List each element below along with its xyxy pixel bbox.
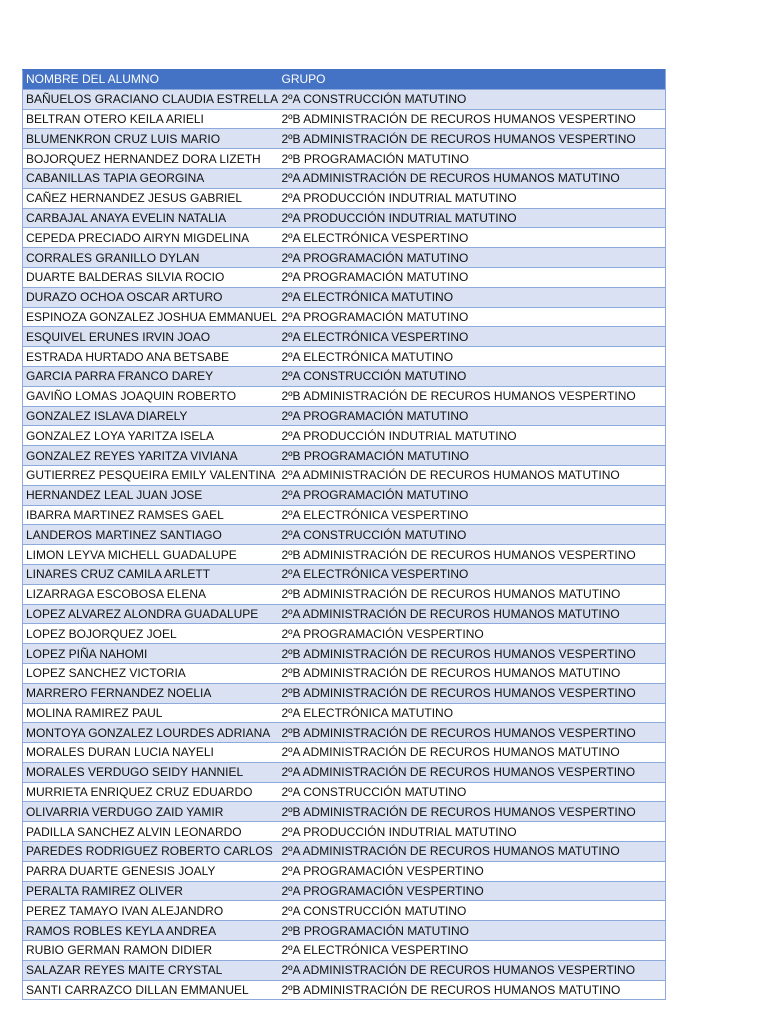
table-row [23, 921, 666, 941]
cell-student-name: SANTI CARRAZCO DILLAN EMMANUEL [23, 980, 279, 1000]
cell-student-name: BOJORQUEZ HERNANDEZ DORA LIZETH [23, 149, 279, 169]
cell-student-name: HERNANDEZ LEAL JUAN JOSE [23, 485, 279, 505]
cell-group: 2ºB ADMINISTRACIÓN DE RECUROS HUMANOS VESPERTINO [279, 129, 666, 149]
table-row [23, 188, 666, 208]
cell-group: 2ºA ELECTRÓNICA VESPERTINO [279, 941, 666, 961]
cell-student-name: PEREZ TAMAYO IVAN ALEJANDRO [23, 901, 279, 921]
cell-student-name: MORALES DURAN LUCIA NAYELI [23, 743, 279, 763]
table-row [23, 228, 666, 248]
cell-group: 2ºA ADMINISTRACIÓN DE RECUROS HUMANOS VESPERTINO [279, 762, 666, 782]
cell-group: 2ºB ADMINISTRACIÓN DE RECUROS HUMANOS VESPERTINO [279, 683, 666, 703]
table-row [23, 386, 666, 406]
cell-student-name: GONZALEZ REYES YARITZA VIVIANA [23, 446, 279, 466]
cell-student-name: PERALTA RAMIREZ OLIVER [23, 881, 279, 901]
cell-student-name: ESPINOZA GONZALEZ JOSHUA EMMANUEL [23, 307, 279, 327]
table-row [23, 267, 666, 287]
cell-group: 2ºB ADMINISTRACIÓN DE RECUROS HUMANOS VESPERTINO [279, 802, 666, 822]
cell-student-name: CEPEDA PRECIADO AIRYN MIGDELINA [23, 228, 279, 248]
cell-student-name: DUARTE BALDERAS SILVIA ROCIO [23, 267, 279, 287]
table-row [23, 129, 666, 149]
table-row [23, 782, 666, 802]
table-row [23, 842, 666, 862]
cell-group: 2ºA ELECTRÓNICA VESPERTINO [279, 564, 666, 584]
cell-student-name: MURRIETA ENRIQUEZ CRUZ EDUARDO [23, 782, 279, 802]
cell-student-name: MORALES VERDUGO SEIDY HANNIEL [23, 762, 279, 782]
cell-student-name: LOPEZ ALVAREZ ALONDRA GUADALUPE [23, 604, 279, 624]
cell-group: 2ºA ELECTRÓNICA VESPERTINO [279, 228, 666, 248]
table-row [23, 465, 666, 485]
table-row [23, 663, 666, 683]
table-row [23, 861, 666, 881]
cell-group: 2ºA PRODUCCIÓN INDUTRIAL MATUTINO [279, 822, 666, 842]
table-row [23, 980, 666, 1000]
cell-student-name: LIZARRAGA ESCOBOSA ELENA [23, 584, 279, 604]
table-row [23, 168, 666, 188]
table-row [23, 960, 666, 980]
table-row [23, 743, 666, 763]
cell-student-name: PADILLA SANCHEZ ALVIN LEONARDO [23, 822, 279, 842]
student-group-table-container [22, 69, 665, 1000]
cell-group: 2ºA PROGRAMACIÓN VESPERTINO [279, 881, 666, 901]
cell-student-name: MOLINA RAMIREZ PAUL [23, 703, 279, 723]
table-row [23, 703, 666, 723]
cell-student-name: CAÑEZ HERNANDEZ JESUS GABRIEL [23, 188, 279, 208]
cell-student-name: CARBAJAL ANAYA EVELIN NATALIA [23, 208, 279, 228]
table-header-row [23, 70, 666, 90]
cell-group: 2ºA PROGRAMACIÓN VESPERTINO [279, 861, 666, 881]
cell-group: 2ºA PROGRAMACIÓN MATUTINO [279, 267, 666, 287]
cell-group: 2ºA CONSTRUCCIÓN MATUTINO [279, 366, 666, 386]
table-row [23, 248, 666, 268]
table-row [23, 307, 666, 327]
table-row [23, 545, 666, 565]
cell-group: 2ºB PROGRAMACIÓN MATUTINO [279, 921, 666, 941]
cell-group: 2ºA PROGRAMACIÓN VESPERTINO [279, 624, 666, 644]
cell-group: 2ºA CONSTRUCCIÓN MATUTINO [279, 782, 666, 802]
cell-student-name: PAREDES RODRIGUEZ ROBERTO CARLOS [23, 842, 279, 862]
cell-group: 2ºA CONSTRUCCIÓN MATUTINO [279, 525, 666, 545]
cell-student-name: DURAZO OCHOA OSCAR ARTURO [23, 287, 279, 307]
cell-group: 2ºB ADMINISTRACIÓN DE RECUROS HUMANOS VESPERTINO [279, 644, 666, 664]
table-row [23, 762, 666, 782]
table-row [23, 406, 666, 426]
cell-group: 2ºA ADMINISTRACIÓN DE RECUROS HUMANOS MATUTINO [279, 465, 666, 485]
table-row [23, 822, 666, 842]
table-row [23, 683, 666, 703]
cell-group: 2ºA CONSTRUCCIÓN MATUTINO [279, 89, 666, 109]
column-header-student-name: NOMBRE DEL ALUMNO [23, 70, 279, 90]
cell-group: 2ºA CONSTRUCCIÓN MATUTINO [279, 901, 666, 921]
cell-group: 2ºA PRODUCCIÓN INDUTRIAL MATUTINO [279, 426, 666, 446]
cell-student-name: LOPEZ PIÑA NAHOMI [23, 644, 279, 664]
cell-group: 2ºB PROGRAMACIÓN MATUTINO [279, 149, 666, 169]
cell-student-name: GUTIERREZ PESQUEIRA EMILY VALENTINA [23, 465, 279, 485]
cell-student-name: GARCIA PARRA FRANCO DAREY [23, 366, 279, 386]
table-row [23, 564, 666, 584]
cell-group: 2ºB ADMINISTRACIÓN DE RECUROS HUMANOS VESPERTINO [279, 386, 666, 406]
table-row [23, 89, 666, 109]
cell-group: 2ºA ADMINISTRACIÓN DE RECUROS HUMANOS MATUTINO [279, 743, 666, 763]
table-row [23, 624, 666, 644]
table-row [23, 881, 666, 901]
cell-student-name: MARRERO FERNANDEZ NOELIA [23, 683, 279, 703]
cell-group: 2ºA ELECTRÓNICA MATUTINO [279, 703, 666, 723]
cell-group: 2ºA PROGRAMACIÓN MATUTINO [279, 248, 666, 268]
cell-group: 2ºA ADMINISTRACIÓN DE RECUROS HUMANOS VESPERTINO [279, 960, 666, 980]
cell-student-name: LOPEZ SANCHEZ VICTORIA [23, 663, 279, 683]
cell-group: 2ºA ADMINISTRACIÓN DE RECUROS HUMANOS MATUTINO [279, 604, 666, 624]
cell-student-name: SALAZAR REYES MAITE CRYSTAL [23, 960, 279, 980]
table-row [23, 644, 666, 664]
cell-group: 2ºA PROGRAMACIÓN MATUTINO [279, 307, 666, 327]
table-row [23, 505, 666, 525]
table-row [23, 901, 666, 921]
table-row [23, 208, 666, 228]
table-row [23, 485, 666, 505]
table-body [23, 89, 666, 1000]
cell-group: 2ºB ADMINISTRACIÓN DE RECUROS HUMANOS MATUTINO [279, 980, 666, 1000]
cell-student-name: GONZALEZ ISLAVA DIARELY [23, 406, 279, 426]
cell-group: 2ºA ELECTRÓNICA VESPERTINO [279, 505, 666, 525]
cell-student-name: ESTRADA HURTADO ANA BETSABE [23, 347, 279, 367]
table-row [23, 604, 666, 624]
cell-student-name: BELTRAN OTERO KEILA ARIELI [23, 109, 279, 129]
cell-student-name: LINARES CRUZ CAMILA ARLETT [23, 564, 279, 584]
cell-group: 2ºB ADMINISTRACIÓN DE RECUROS HUMANOS VESPERTINO [279, 109, 666, 129]
cell-group: 2ºB PROGRAMACIÓN MATUTINO [279, 446, 666, 466]
table-row [23, 446, 666, 466]
cell-group: 2ºA PRODUCCIÓN INDUTRIAL MATUTINO [279, 188, 666, 208]
cell-group: 2ºB ADMINISTRACIÓN DE RECUROS HUMANOS MATUTINO [279, 584, 666, 604]
cell-student-name: RUBIO GERMAN RAMON DIDIER [23, 941, 279, 961]
cell-student-name: ESQUIVEL ERUNES IRVIN JOAO [23, 327, 279, 347]
cell-group: 2ºA PROGRAMACIÓN MATUTINO [279, 406, 666, 426]
table-row [23, 366, 666, 386]
cell-student-name: IBARRA MARTINEZ RAMSES GAEL [23, 505, 279, 525]
table-row [23, 426, 666, 446]
cell-student-name: GAVIÑO LOMAS JOAQUIN ROBERTO [23, 386, 279, 406]
cell-group: 2ºA ELECTRÓNICA VESPERTINO [279, 327, 666, 347]
cell-group: 2ºA PRODUCCIÓN INDUTRIAL MATUTINO [279, 208, 666, 228]
student-group-table [22, 69, 666, 1000]
table-row [23, 802, 666, 822]
table-row [23, 723, 666, 743]
cell-group: 2ºB ADMINISTRACIÓN DE RECUROS HUMANOS VESPERTINO [279, 723, 666, 743]
table-row [23, 525, 666, 545]
table-row [23, 584, 666, 604]
cell-student-name: LOPEZ BOJORQUEZ JOEL [23, 624, 279, 644]
cell-student-name: BAÑUELOS GRACIANO CLAUDIA ESTRELLA [23, 89, 279, 109]
table-row [23, 287, 666, 307]
table-row [23, 347, 666, 367]
cell-student-name: CORRALES GRANILLO DYLAN [23, 248, 279, 268]
cell-group: 2ºB ADMINISTRACIÓN DE RECUROS HUMANOS MATUTINO [279, 663, 666, 683]
cell-student-name: PARRA DUARTE GENESIS JOALY [23, 861, 279, 881]
cell-group: 2ºA ELECTRÓNICA MATUTINO [279, 287, 666, 307]
table-row [23, 327, 666, 347]
table-row [23, 149, 666, 169]
cell-group: 2ºB ADMINISTRACIÓN DE RECUROS HUMANOS VESPERTINO [279, 545, 666, 565]
table-row [23, 941, 666, 961]
cell-student-name: CABANILLAS TAPIA GEORGINA [23, 168, 279, 188]
cell-student-name: BLUMENKRON CRUZ LUIS MARIO [23, 129, 279, 149]
cell-student-name: OLIVARRIA VERDUGO ZAID YAMIR [23, 802, 279, 822]
cell-group: 2ºA ADMINISTRACIÓN DE RECUROS HUMANOS MATUTINO [279, 168, 666, 188]
cell-student-name: MONTOYA GONZALEZ LOURDES ADRIANA [23, 723, 279, 743]
cell-student-name: RAMOS ROBLES KEYLA ANDREA [23, 921, 279, 941]
cell-student-name: LANDEROS MARTINEZ SANTIAGO [23, 525, 279, 545]
cell-student-name: LIMON LEYVA MICHELL GUADALUPE [23, 545, 279, 565]
table-row [23, 109, 666, 129]
cell-student-name: GONZALEZ LOYA YARITZA ISELA [23, 426, 279, 446]
column-header-group: GRUPO [279, 70, 666, 90]
cell-group: 2ºA PROGRAMACIÓN MATUTINO [279, 485, 666, 505]
cell-group: 2ºA ADMINISTRACIÓN DE RECUROS HUMANOS MATUTINO [279, 842, 666, 862]
cell-group: 2ºA ELECTRÓNICA MATUTINO [279, 347, 666, 367]
